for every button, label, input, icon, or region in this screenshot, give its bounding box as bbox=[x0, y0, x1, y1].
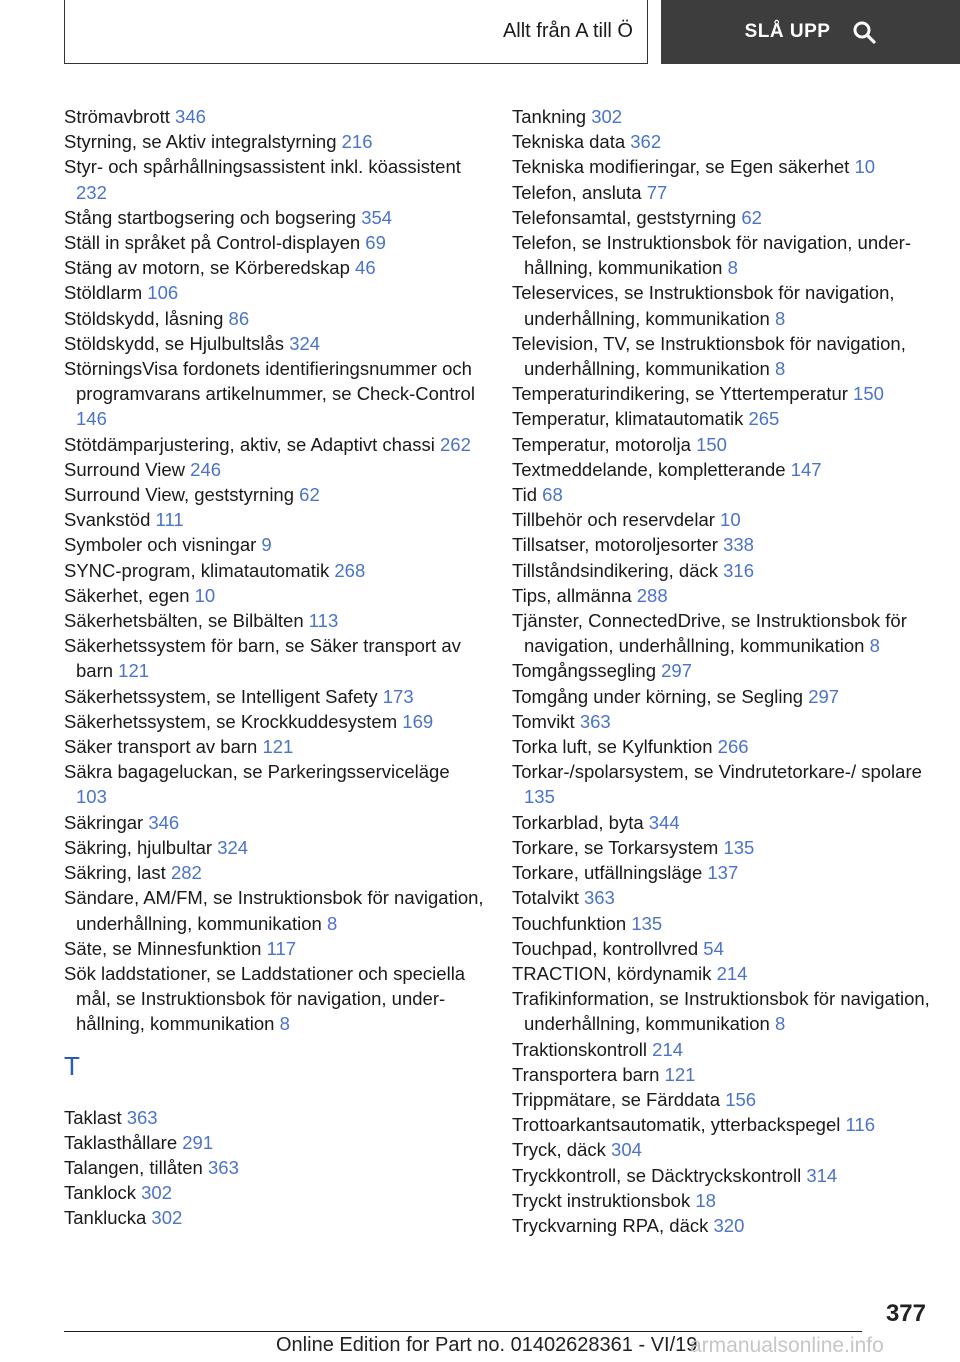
index-entry bbox=[512, 532, 932, 557]
index-entry bbox=[64, 558, 484, 583]
entry-text: Torkare, se Torkarsystem bbox=[512, 836, 719, 858]
index-entry bbox=[64, 1205, 484, 1230]
index-column-left bbox=[64, 104, 484, 1231]
page-link[interactable]: 146 bbox=[76, 408, 107, 430]
entry-text: Styr- och spårhållningsassistent inkl. köassistent bbox=[64, 156, 461, 178]
page-link[interactable]: 150 bbox=[853, 383, 884, 405]
page-link[interactable]: 262 bbox=[440, 433, 471, 455]
index-entry bbox=[512, 507, 932, 532]
entry-text: Torkar-/spolarsystem, se Vindrutetorkare-/ spolare bbox=[512, 761, 922, 783]
entry-text: Tjänster, ConnectedDrive, se Instruktionsbok för navigation, underhållning, kommunikation bbox=[512, 610, 907, 657]
index-entry bbox=[512, 558, 932, 583]
footer-divider bbox=[64, 1331, 862, 1332]
page-link[interactable]: 8 bbox=[727, 257, 738, 279]
index-entry bbox=[64, 734, 484, 759]
a-to-z-index-tab[interactable] bbox=[64, 0, 648, 64]
page-link[interactable]: 135 bbox=[723, 836, 755, 858]
entry-text: Säkra bagageluckan, se Parkeringsserviceläge bbox=[64, 761, 450, 783]
entry-text: Tomgångssegling bbox=[512, 660, 656, 682]
entry-text: Tryckvarning RPA, däck bbox=[512, 1214, 709, 1236]
page-link[interactable]: 135 bbox=[631, 912, 663, 934]
page-link[interactable]: 363 bbox=[208, 1156, 239, 1178]
index-entry bbox=[64, 532, 484, 557]
page-link[interactable]: 150 bbox=[696, 433, 727, 455]
page-link[interactable]: 77 bbox=[646, 181, 668, 203]
index-entry bbox=[512, 1188, 932, 1213]
entry-text: Tekniska data bbox=[512, 131, 626, 153]
entry-text: Surround View, geststyrning bbox=[64, 484, 295, 506]
page-link[interactable]: 232 bbox=[76, 181, 107, 203]
index-entry bbox=[64, 633, 484, 683]
entry-text: Säkringar bbox=[64, 811, 144, 833]
page-link[interactable]: 86 bbox=[228, 307, 250, 329]
page-link[interactable]: 18 bbox=[695, 1189, 716, 1211]
entry-text: Temperatur, klimatautomatik bbox=[512, 408, 744, 430]
index-entry bbox=[512, 129, 932, 154]
entry-text: Sök laddstationer, se Laddstationer och speciella mål, se Instruktionsbok för navigation, underhållning, kommunikation bbox=[64, 962, 466, 1035]
page-link[interactable]: 324 bbox=[217, 836, 249, 858]
index-entry bbox=[512, 1112, 932, 1137]
page-link[interactable]: 324 bbox=[289, 332, 321, 354]
entry-text: TRACTION, kördynamik bbox=[512, 962, 712, 984]
entry-text: Tid bbox=[512, 484, 538, 506]
entry-text: Transportera barn bbox=[512, 1063, 660, 1085]
a-to-z-tab-label: Allt från A till Ö bbox=[502, 20, 633, 42]
entry-text: Talangen, tillåten bbox=[64, 1156, 203, 1178]
page-link[interactable]: 304 bbox=[611, 1139, 642, 1161]
page-link[interactable]: 106 bbox=[147, 282, 179, 304]
page-link[interactable]: 338 bbox=[723, 534, 754, 556]
entry-text: Traktionskontroll bbox=[512, 1038, 648, 1060]
entry-text: Säkerhetssystem, se Krockkuddesystem bbox=[64, 710, 398, 732]
page-link[interactable]: 69 bbox=[365, 232, 386, 254]
index-entry bbox=[512, 885, 932, 910]
index-entry bbox=[64, 885, 484, 935]
index-entry bbox=[64, 961, 484, 1037]
index-entry bbox=[512, 986, 932, 1036]
entry-text: Telefonsamtal, geststyrning bbox=[512, 206, 737, 228]
index-entry bbox=[512, 936, 932, 961]
entry-text: Trippmätare, se Färddata bbox=[512, 1088, 721, 1110]
index-entry bbox=[64, 1155, 484, 1180]
index-entry bbox=[512, 1037, 932, 1062]
page-link[interactable]: 121 bbox=[118, 660, 150, 682]
index-entry bbox=[512, 104, 932, 129]
page-link[interactable]: 62 bbox=[299, 484, 320, 506]
entry-text: Säker transport av barn bbox=[64, 736, 258, 758]
section-letter: T bbox=[64, 1050, 80, 1081]
page-link[interactable]: 302 bbox=[151, 1207, 183, 1229]
index-entry bbox=[512, 961, 932, 986]
page-link[interactable]: 363 bbox=[583, 887, 615, 909]
page-link[interactable]: 282 bbox=[170, 862, 202, 884]
entry-text: Telefon, se Instruktionsbok för navigation, underhållning, kommunikation bbox=[512, 232, 912, 279]
index-entry bbox=[512, 381, 932, 406]
entry-text: Torkare, utfällningsläge bbox=[512, 862, 703, 884]
entry-text: Temperaturindikering, se Yttertemperatur bbox=[512, 383, 848, 405]
page-link[interactable]: 10 bbox=[720, 509, 741, 531]
index-entry bbox=[512, 457, 932, 482]
entry-text: Tomgång under körning, se Segling bbox=[512, 685, 804, 707]
page-link[interactable]: 10 bbox=[854, 156, 876, 178]
index-entry bbox=[64, 709, 484, 734]
entry-text: Taklasthållare bbox=[64, 1131, 178, 1153]
index-entry bbox=[64, 154, 484, 204]
entry-text: Tillsatser, motoroljesorter bbox=[512, 534, 718, 556]
index-entry bbox=[512, 205, 932, 230]
entry-text: Stötdämparjustering, aktiv, se Adaptivt chassi bbox=[64, 433, 435, 455]
index-entry bbox=[64, 1130, 484, 1155]
index-column-right bbox=[512, 104, 932, 1238]
entry-text: Säkerhetssystem för barn, se Säker transport av barn bbox=[64, 635, 461, 682]
page-link[interactable]: 121 bbox=[262, 736, 294, 758]
page-link[interactable]: 113 bbox=[308, 610, 339, 632]
page-link[interactable]: 297 bbox=[808, 685, 840, 707]
index-entry bbox=[64, 482, 484, 507]
page-link[interactable]: 291 bbox=[182, 1131, 214, 1153]
entry-text: Tryckt instruktionsbok bbox=[512, 1189, 691, 1211]
entry-text: Styrning, se Aktiv integralstyrning bbox=[64, 131, 337, 153]
entry-text: Trottoarkantsautomatik, ytterbackspegel bbox=[512, 1114, 841, 1136]
index-entry bbox=[512, 406, 932, 431]
entry-text: Tillbehör och reservdelar bbox=[512, 509, 715, 531]
page-link[interactable]: 111 bbox=[155, 509, 184, 531]
entry-text: Touchpad, kontrollvred bbox=[512, 937, 699, 959]
index-entry bbox=[64, 608, 484, 633]
entry-text: Säkring, hjulbultar bbox=[64, 836, 213, 858]
index-entry bbox=[512, 1062, 932, 1087]
index-entry bbox=[512, 608, 932, 658]
page-link[interactable]: 314 bbox=[806, 1164, 838, 1186]
page-link[interactable]: 363 bbox=[579, 710, 611, 732]
page-link[interactable]: 173 bbox=[382, 685, 414, 707]
entry-text: Tryck, däck bbox=[512, 1139, 606, 1161]
page-link[interactable]: 135 bbox=[524, 786, 555, 808]
entry-text: Symboler och visningar bbox=[64, 534, 257, 556]
index-entry bbox=[512, 280, 932, 330]
index-entry bbox=[64, 1105, 484, 1130]
page-link[interactable]: 62 bbox=[741, 206, 762, 228]
index-entry bbox=[512, 180, 932, 205]
footer-edition-text: Online Edition for Part no. 01402628361 - VI/19 bbox=[276, 1334, 698, 1356]
index-entry bbox=[64, 205, 484, 230]
entry-text: Säkring, last bbox=[64, 862, 166, 884]
entry-text: Surround View bbox=[64, 458, 186, 480]
page-link[interactable]: 68 bbox=[542, 484, 563, 506]
entry-text: Säkerhet, egen bbox=[64, 584, 190, 606]
index-entries-t bbox=[64, 1105, 484, 1231]
entry-text: Svankstöd bbox=[64, 509, 151, 531]
index-entry bbox=[512, 331, 932, 381]
page-link[interactable]: 268 bbox=[334, 559, 366, 581]
entry-text: Torka luft, se Kylfunktion bbox=[512, 736, 713, 758]
index-entry bbox=[64, 129, 484, 154]
page-link[interactable]: 297 bbox=[661, 660, 692, 682]
page-link[interactable]: 9 bbox=[261, 534, 272, 556]
index-entry bbox=[512, 810, 932, 835]
index-entry bbox=[64, 230, 484, 255]
index-entry bbox=[512, 1087, 932, 1112]
entry-text: Tomvikt bbox=[512, 710, 575, 732]
index-entry bbox=[64, 104, 484, 129]
page-link[interactable]: 8 bbox=[774, 1013, 786, 1035]
index-entry bbox=[64, 684, 484, 709]
page-link[interactable]: 156 bbox=[725, 1088, 757, 1110]
entry-text: Stäng av motorn, se Körberedskap bbox=[64, 257, 350, 279]
page-link[interactable]: 316 bbox=[723, 559, 755, 581]
entry-text: Stöldskydd, låsning bbox=[64, 307, 224, 329]
index-entry bbox=[64, 860, 484, 885]
entry-text: Teleservices, se Instruktionsbok för navigation, underhållning, kommunikation bbox=[512, 282, 895, 329]
entry-text: SYNC-program, klimatautomatik bbox=[64, 559, 330, 581]
page-link[interactable]: 137 bbox=[707, 862, 739, 884]
page-link[interactable]: 8 bbox=[869, 635, 880, 657]
index-entry bbox=[512, 1163, 932, 1188]
page-link[interactable]: 117 bbox=[266, 937, 297, 959]
page-link[interactable]: 214 bbox=[652, 1038, 684, 1060]
entry-text: Tankning bbox=[512, 106, 587, 127]
page-link[interactable]: 54 bbox=[703, 937, 724, 959]
page-link[interactable]: 302 bbox=[141, 1182, 172, 1204]
index-entry bbox=[64, 457, 484, 482]
entry-text: Taklast bbox=[64, 1106, 122, 1128]
search-button-label: SLÅ UPP bbox=[744, 21, 831, 42]
page-link[interactable]: 8 bbox=[774, 358, 786, 380]
page-link[interactable]: 116 bbox=[845, 1114, 875, 1136]
index-entry bbox=[512, 482, 932, 507]
entry-text: Säkerhetssystem, se Intelligent Safety bbox=[64, 685, 378, 707]
index-entry bbox=[64, 280, 484, 305]
index-entry bbox=[512, 911, 932, 936]
index-entry bbox=[64, 507, 484, 532]
page-link[interactable]: 169 bbox=[402, 710, 434, 732]
page-link[interactable]: 320 bbox=[713, 1214, 745, 1236]
index-entry bbox=[512, 1137, 932, 1162]
entry-text: Sändare, AM/FM, se Instruktionsbok för navigation, underhållning, kommunikation bbox=[64, 887, 484, 934]
entry-text: Stöldlarm bbox=[64, 282, 143, 304]
entry-text: Temperatur, motorolja bbox=[512, 433, 691, 455]
entry-text: Touchfunktion bbox=[512, 912, 627, 934]
index-entry bbox=[512, 860, 932, 885]
page-link[interactable]: 363 bbox=[126, 1106, 158, 1128]
page-link[interactable]: 266 bbox=[717, 736, 749, 758]
page-link[interactable]: 246 bbox=[190, 458, 222, 480]
entry-text: Trafikinformation, se Instruktionsbok för navigation, underhållning, kommunikation bbox=[512, 988, 930, 1035]
entry-text: Tillståndsindikering, däck bbox=[512, 559, 718, 581]
page-link[interactable]: 346 bbox=[175, 106, 206, 127]
index-entry bbox=[64, 432, 484, 457]
page-link[interactable]: 46 bbox=[355, 257, 376, 279]
entry-text: Strömavbrott bbox=[64, 106, 170, 127]
entry-text: Tips, allmänna bbox=[512, 584, 632, 606]
page-link[interactable]: 354 bbox=[361, 206, 393, 228]
index-entry bbox=[512, 230, 932, 280]
index-entry bbox=[64, 759, 484, 809]
page-link[interactable]: 265 bbox=[748, 408, 780, 430]
page-link[interactable]: 288 bbox=[636, 584, 668, 606]
page-link[interactable]: 8 bbox=[326, 912, 338, 934]
page-link[interactable]: 8 bbox=[774, 307, 786, 329]
entry-text: Tryckkontroll, se Däcktryckskontroll bbox=[512, 1164, 802, 1186]
search-icon bbox=[852, 20, 876, 44]
entry-text: Textmeddelande, kompletterande bbox=[512, 458, 786, 480]
page-number: 377 bbox=[885, 1300, 926, 1327]
index-entry bbox=[512, 734, 932, 759]
page-link[interactable]: 216 bbox=[341, 131, 373, 153]
search-button[interactable] bbox=[661, 0, 960, 64]
page-link[interactable]: 362 bbox=[630, 131, 662, 153]
index-entry bbox=[64, 583, 484, 608]
index-entry bbox=[512, 684, 932, 709]
entry-text: Ställ in språket på Control-displayen bbox=[64, 232, 361, 254]
index-entry bbox=[512, 835, 932, 860]
index-entry bbox=[512, 583, 932, 608]
index-entry bbox=[512, 709, 932, 734]
entry-text: Säte, se Minnesfunktion bbox=[64, 937, 262, 959]
entry-text: Telefon, ansluta bbox=[512, 181, 642, 203]
page-link[interactable]: 147 bbox=[790, 458, 822, 480]
index-entry bbox=[512, 759, 932, 809]
entry-text: Stöldskydd, se Hjulbultslås bbox=[64, 332, 285, 354]
page-link[interactable]: 344 bbox=[648, 811, 680, 833]
index-entry bbox=[64, 306, 484, 331]
index-entry bbox=[64, 356, 484, 432]
index-entry bbox=[64, 255, 484, 280]
page-link[interactable]: 302 bbox=[591, 106, 623, 127]
index-entry bbox=[64, 331, 484, 356]
index-entry bbox=[512, 658, 932, 683]
entry-text: StörningsVisa fordonets identifieringsnummer och programvarans artikelnummer, se Check-Control bbox=[64, 358, 475, 405]
entry-text: Television, TV, se Instruktionsbok för navigation, underhållning, kommunikation bbox=[512, 332, 906, 380]
index-entry bbox=[64, 1180, 484, 1205]
page-link[interactable]: 10 bbox=[194, 584, 216, 606]
index-entry bbox=[512, 1213, 932, 1238]
top-navigation bbox=[0, 0, 960, 66]
index-entry bbox=[64, 810, 484, 835]
index-entry bbox=[512, 154, 932, 179]
entry-text: Stång startbogsering och bogsering bbox=[64, 206, 357, 228]
entry-text: Tanklock bbox=[64, 1182, 136, 1204]
index-entries-t-continued bbox=[512, 104, 932, 1238]
page-link[interactable]: 8 bbox=[279, 1013, 290, 1035]
page-link[interactable]: 214 bbox=[716, 962, 748, 984]
index-entries-s bbox=[64, 104, 484, 1037]
page-link[interactable]: 346 bbox=[148, 811, 180, 833]
entry-text: Totalvikt bbox=[512, 887, 579, 909]
page-link[interactable]: 121 bbox=[664, 1063, 696, 1085]
index-entry bbox=[64, 835, 484, 860]
index-entry bbox=[64, 936, 484, 961]
entry-text: Torkarblad, byta bbox=[512, 811, 644, 833]
index-entry bbox=[512, 432, 932, 457]
entry-text: Säkerhetsbälten, se Bilbälten bbox=[64, 610, 304, 632]
page-link[interactable]: 103 bbox=[76, 786, 107, 808]
entry-text: Tanklucka bbox=[64, 1207, 147, 1229]
entry-text: Tekniska modifieringar, se Egen säkerhet bbox=[512, 156, 850, 178]
watermark: armanualsonline.info bbox=[690, 1334, 884, 1357]
